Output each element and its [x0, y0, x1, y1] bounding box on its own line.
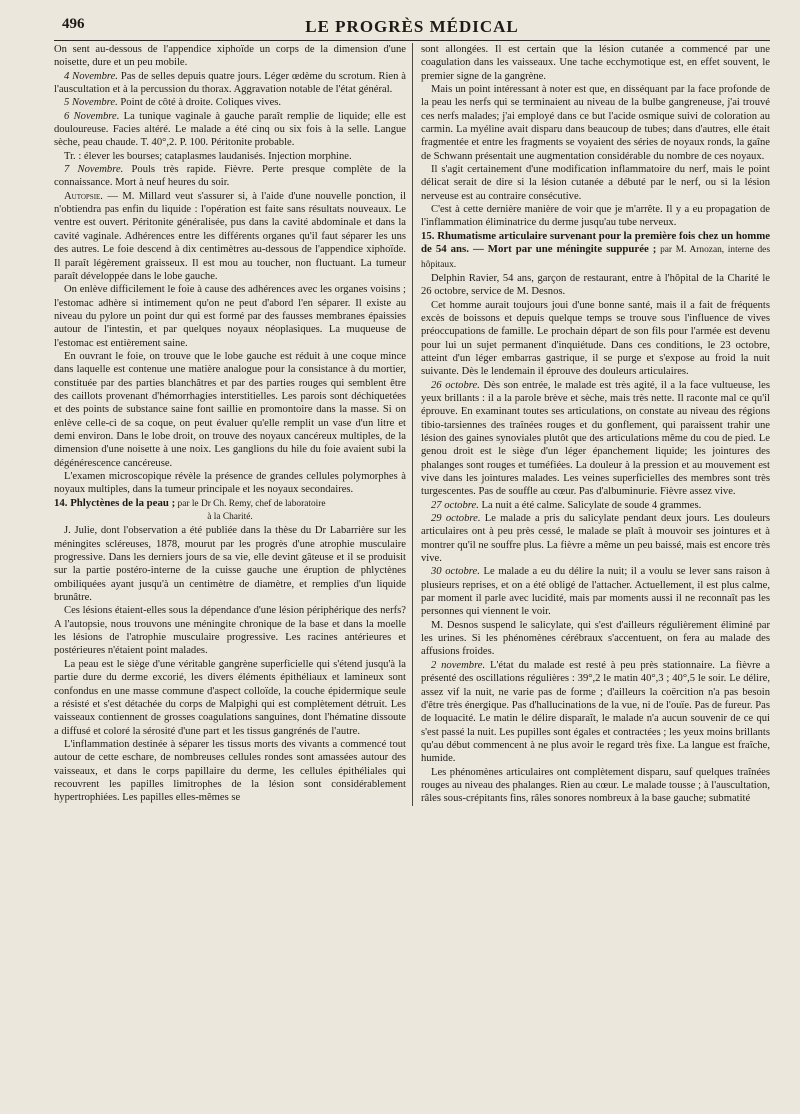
entry-date: 29 octobre.: [431, 513, 481, 525]
running-title: LE PROGRÈS MÉDICAL: [305, 17, 519, 36]
section-title: Phlyctènes de la peau ;: [67, 496, 176, 509]
paragraph-text: On enlève difficilement le foie à cause des adhérences avec les organes voisins ; l'estomac adhère si intimement qu'on ne peut d'abord l'en séparer. Il existe au niveau du pylore un point dur qui est formé par des fausses membranes épaissies autour de l'intestin, et par quelques noyaux néoplasiques. La muqueuse de l'estomac est entièrement saine.: [54, 284, 406, 349]
page-header: [54, 14, 770, 41]
paragraph: [54, 350, 406, 470]
section-heading: [421, 230, 770, 272]
paragraph: [54, 70, 406, 97]
paragraph: [421, 512, 770, 565]
paragraph: [421, 379, 770, 499]
paragraph-text: L'état du malade est resté à peu près stationnaire. La fièvre a présenté des oscillations régulières : 39°,2 le matin 40°,3 ; 40°,5 le soir. Le délire, assez vif la nuit, ne varie pas de forme ; d'ailleurs la coërcition n'a pas besoin d'être très énergique. Pas d'hallucinations de la vue, ni de l'ouïe. Pas de fureur. Pas de loquacité. Le matin le délire disparaît, le malade n'a aucun souvenir de ce qui s'est passé la nuit. Les pupilles sont égales et contractées ; les yeux moins brillants qu'au début commencent à ne plus avoir le regard très fixe. La langue est fraîche, humide.: [421, 659, 770, 765]
paragraph-text: L'inflammation destinée à séparer les tissus morts des vivants a commencé tout autour de cette eschare, de nombreuses cellules rondes sont amassées autour des vaisseaux, et dans le corps papillaire du derme, les cellules épithéliales qui recouvrent les papilles limitrophes de la lésion sont considérablement hypertrophiées. Les papilles elles-mêmes se: [54, 738, 406, 804]
paragraph-text: En ouvrant le foie, on trouve que le lobe gauche est réduit à une coque mince dans laquelle est contenue une matière analogue pour la consistance à du mortier, constituée par des parties blanchâtres et par des parties rouges qui semblent être des caillots provenant d'hémorrhagies interstitielles. Les parois sont déchiquetées et des points de substance saine font saillie en promontoire dans la masse. Si on enlève celle-ci de sa coque, on peut évaluer qu'elle remplit un vase d'un litre et demi environ. Dans le lobe droit, on trouve des noyaux cancéreux multiples, de la dimension d'une noisette à une noix. Les ganglions du hile du foie avaient subi la dégénérescence cancéreuse.: [54, 350, 406, 469]
paragraph-text: La peau est le siège d'une véritable gangrène superficielle qui s'étend jusqu'à la partie dure du derme excorié, les divers éléments épithéliaux et lamineux sont confondus en une masse commune d'aspect colloïde, la couche épidermique seule a résisté et s'est détachée du corps de Malpighi qui est complètement détruit. Les vaisseaux contiennent de grosses coagulations sanguines, dont l'hématine dissoute a diffusé et coloré la sérosité d'une part et les tissus gangrénés de l'autre.: [54, 658, 406, 737]
entry-date: 5 Novembre.: [64, 97, 118, 109]
paragraph: [54, 96, 406, 109]
paragraph-lead: Autopsie.: [64, 190, 103, 202]
paragraph: [54, 470, 406, 497]
two-column-body: [54, 43, 770, 806]
paragraph-text: Le malade a pris du salicylate pendant deux jours. Les douleurs articulaires ont à peu près cessé, le malade se plaît à mouvoir ses jointures et à montrer qu'il ne souffre plus. La fièvre a même un peu baissé, mais est encore très vive.: [421, 513, 770, 565]
right-column: [412, 43, 770, 806]
entry-date: 30 octobre.: [431, 566, 480, 578]
paragraph: [54, 658, 406, 738]
entry-date: 2 novembre.: [431, 659, 486, 671]
paragraph: [421, 499, 770, 512]
paragraph: [421, 203, 770, 230]
paragraph: [54, 150, 406, 163]
paragraph-text: Point de côté à droite. Coliques vives.: [117, 97, 282, 109]
paragraph-text: La nuit a été calme. Salicylate de soude 4 grammes.: [478, 499, 702, 511]
section-number: 14.: [54, 496, 68, 509]
paragraph: [421, 619, 770, 659]
entry-date: 7 Novembre.: [64, 164, 124, 176]
paragraph-text: M. Desnos suspend le salicylate, qui s'est d'ailleurs régulièrement éliminé par les urines. Si les phénomènes cérébraux s'accentuent, on fera au malade des affusions froides.: [421, 619, 770, 658]
paragraph: [54, 283, 406, 350]
paragraph: [54, 43, 406, 70]
paragraph: [421, 272, 770, 299]
paragraph: [421, 565, 770, 618]
paragraph-text: La tunique vaginale à gauche paraît remplie de liquide; elle est douloureuse. Facies altéré. Le malade a été cinq ou six fois à la selle. Langue sèche, peau chaude. T. 40°,2. P. 100. Péritonite probable.: [54, 110, 406, 149]
section-heading: [54, 497, 406, 525]
section-byline-continued: à la Charité.: [207, 512, 253, 523]
paragraph-text: Tr. : élever les bourses; cataplasmes laudanisés. Injection morphine.: [64, 150, 352, 162]
paragraph-text: sont allongées. Il est certain que la lésion cutanée a commencé par une coagulation dans les vaisseaux. Une tache ecchymotique est, en effet souvent, le premier signe de la gangrène.: [421, 44, 770, 82]
section-number: 15.: [421, 229, 435, 242]
section-byline: par M. Arnozan, interne des hôpitaux.: [421, 245, 770, 270]
left-column: [54, 43, 412, 806]
paragraph: [421, 83, 770, 163]
paragraph: [421, 299, 770, 379]
paragraph-text: Cet homme aurait toujours joui d'une bonne santé, mais il a fait de fréquents excès de boissons et depuis quelque temps se trouve sous l'influence de vives préoccupations de famille. Le prochain départ de son fils pour l'armée est devenu pour lui un sujet permanent d'inquiétude. Dans ces conditions, le 23 octobre, atteint d'un léger embarras gastrique, il se purge et s'expose au froid la nuit suivante. Dès le lendemain il éprouve des douleurs articulaires.: [421, 299, 770, 378]
entry-date: 6 Novembre.: [64, 110, 120, 122]
entry-date: 26 octobre.: [431, 379, 480, 391]
paragraph-text: Delphin Ravier, 54 ans, garçon de restaurant, entre à l'hôpital de la Charité le 26 octobre, service de M. Desnos.: [421, 272, 770, 298]
paragraph-text: Le malade a eu du délire la nuit; il a voulu se lever sans raison à plusieurs reprises, et on a été obligé de l'attacher. Actuellement, il est plus calme, par moment il parle avec lucidité, mais par moments aussi il ne reconnaît pas les personnes qui viennent le voir.: [421, 566, 770, 618]
paragraph: [54, 190, 406, 283]
entry-date: 4 Novembre.: [64, 70, 118, 82]
paragraph-text: Ces lésions étaient-elles sous la dépendance d'une lésion périphérique des nerfs? A l'autopsie, nous trouvons une méningite chronique de la base et dans la moelle les lésions de l'atrophie musculaire progressive. Les racines antérieures et postérieures n'étaient point malades.: [54, 605, 406, 657]
paragraph-text: Pas de selles depuis quatre jours. Léger œdème du scrotum. Rien à l'auscultation et à la percussion du thorax. Aggravation notable de l'état général.: [54, 70, 406, 96]
paragraph: [54, 110, 406, 150]
paragraph: [421, 163, 770, 203]
paragraph: [54, 604, 406, 657]
paragraph-text: On sent au-dessous de l'appendice xiphoïde un corps de la dimension d'une noisette, dure et un peu mobile.: [54, 44, 406, 69]
paragraph: [421, 766, 770, 806]
paragraph-text: J. Julie, dont l'observation a été publiée dans la thèse du Dr Labarrière sur les méningites scléreuses, 1878, mourut par les progrès d'une atrophie musculaire progressive. Dans les derniers jours de sa vie, elle devint gâteuse et il se produisit sur la partie postéro-interne de la cuisse gauche une éruption de phlyctènes ombiliquées ayant jusqu'à un centimètre de diamètre, et remplies d'un liquide brunâtre.: [54, 525, 406, 604]
paragraph-text: Mais un point intéressant à noter est que, en disséquant par la face profonde de la peau les nerfs qui se terminaient au niveau de la bulbe gangreneuse, j'ai trouvé ces nerfs malades; j'ai employé dans ce but l'acide osmique suivi de coloration au carmin. La myéline avait disparu dans beaucoup de tubes; dans d'autres, elle était fragmentée et entre les fragments se voyaient des séries de noyaux ronds, la gaîne de Schwann présentait une augmentation considérable du nombre de ces noyaux.: [421, 84, 770, 162]
section-title: Rhumatisme articulaire survenant pour la première fois chez un homme de 54 ans. — Mort par une méningite suppurée ;: [421, 229, 770, 256]
paragraph-text: C'est à cette dernière manière de voir que je m'arrête. Il y a eu propagation de l'inflammation éliminatrice du derme jusqu'au tube nerveux.: [421, 204, 770, 229]
paragraph: [54, 524, 406, 604]
paragraph-text: Dès son entrée, le malade est très agité, il a la face vultueuse, les yeux brillants : il a la parole brève et sèche, mais très nette. Il raconte mal ce qu'il éprouve. En examinant toutes ses articulations, on constate au niveau des régions tibio-tarsiennes des traînées rouges et du gonflement, qui paraissent trahir une lésion des gaines synoviales plutôt que des articulations même du cou de pied. Le genou droit est le siège d'un léger épanchement liquide; les jointures des phalanges sont rouges et tuméfiées. La douleur à la pression et au mouvement est vive dans les jointures malades. Les veines superficielles des membres sont très turgescentes. Pas de souffle au cœur. Pas d'albuminurie. Fièvre assez vive.: [421, 379, 770, 498]
paragraph-text: — M. Millard veut s'assurer si, à l'aide d'une nouvelle ponction, il n'obtiendra pas enfin du liquide : l'opération est faite sans résultats nouveaux. Le ventre est ouvert. Péritonite généralisée, pus dans la cavité abdominale et dans la cavité vaginale. Adhérences entre les différents organes qu'il faut séparer les uns des autres. Le foie descend à dix centimètres au-dessous de l'appendice xiphoïde. Il paraît légèrement graisseux. Il est mou au toucher, non fluctuant. La tumeur paraît développée dans le lobe gauche.: [54, 190, 406, 282]
paragraph-text: Pouls très rapide. Fièvre. Perte presque complète de la connaissance. Mort à neuf heures du soir.: [54, 164, 406, 189]
paragraph: [421, 659, 770, 766]
paragraph-text: Les phénomènes articulaires ont complètement disparu, sauf quelques traînées rouges au niveau des phalanges. Rien au cœur. Le malade tousse ; à l'auscultation, râles sous-crépitants fins, râles sonores nombreux à la base gauche; submatité: [421, 766, 770, 805]
entry-date: 27 octobre.: [431, 499, 479, 511]
paragraph: [54, 163, 406, 190]
section-byline: par le Dr Ch. Remy, chef de laboratoire: [175, 498, 326, 509]
page-number: 496: [62, 16, 85, 32]
paragraph-text: L'examen microscopique révèle la présence de grandes cellules polymorphes à noyaux multiples, dans la tumeur principale et les noyaux secondaires.: [54, 471, 406, 496]
paragraph-text: Il s'agit certainement d'une modification inflammatoire du nerf, mais le point délicat serait de dire si la lésion cutanée a débuté par le nerf, ou si la lésion nerveuse est au contraire consécutive.: [421, 164, 770, 202]
paragraph: [421, 43, 770, 83]
paragraph: [54, 738, 406, 805]
